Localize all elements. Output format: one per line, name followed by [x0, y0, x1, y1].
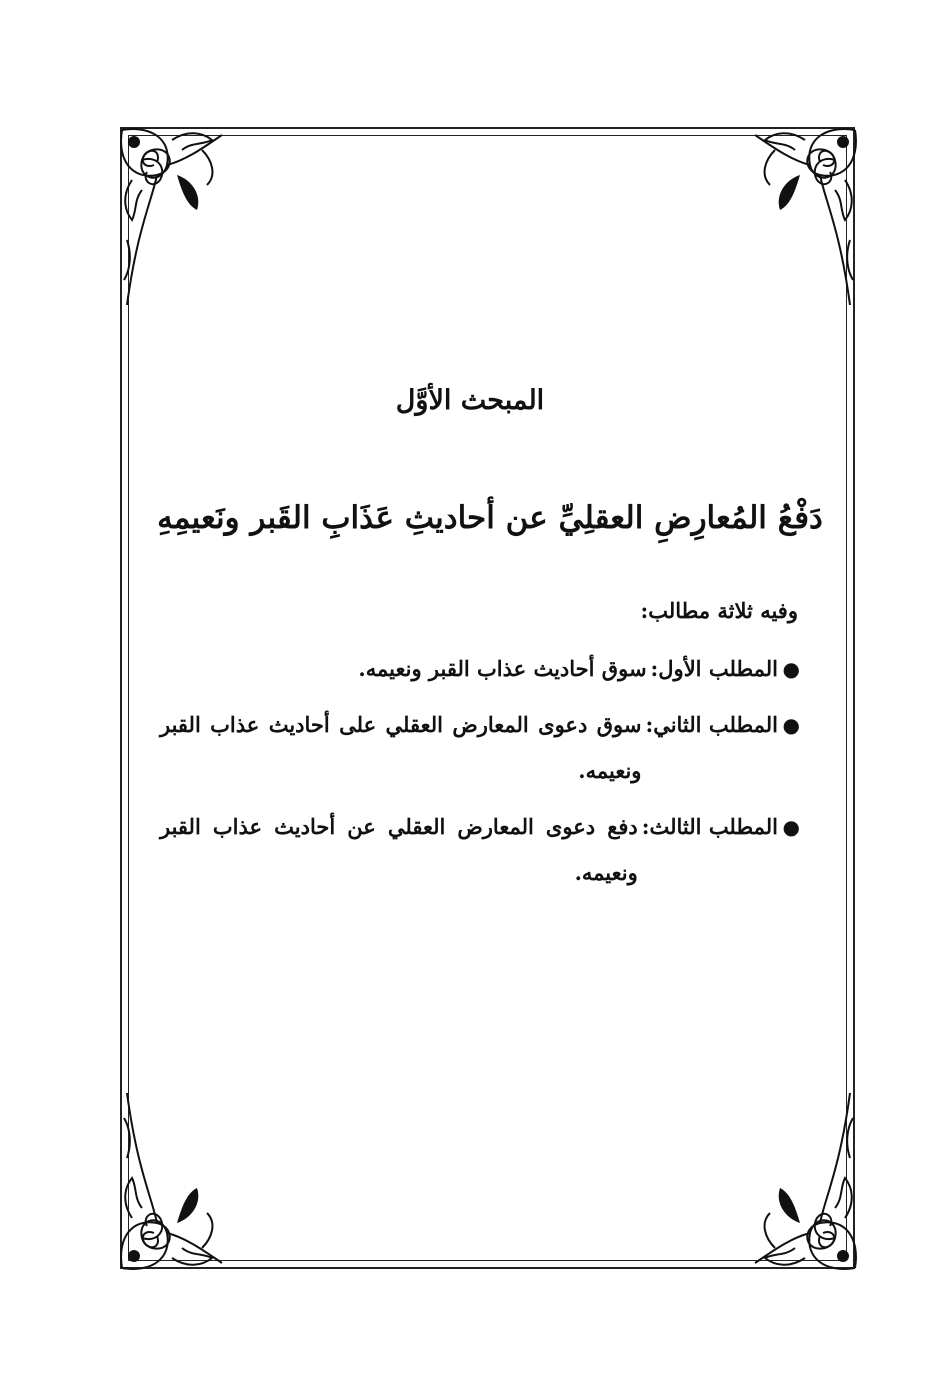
list-item	[160, 702, 800, 794]
floral-corner-ornament-icon	[745, 120, 865, 310]
bullet-icon: ●	[782, 713, 800, 737]
intro-text: وفيه ثلاثة مطالب:	[640, 598, 798, 623]
item-label: المطلب الأول:	[650, 656, 778, 681]
floral-corner-ornament-icon	[745, 1088, 865, 1278]
topics-list	[160, 646, 800, 906]
main-heading: دَفْعُ المُعارِضِ العقلِيِّ عن أحاديثِ عَذَابِ القَبر ونَعيمِهِ	[157, 500, 823, 536]
floral-corner-ornament-icon	[112, 1088, 232, 1278]
floral-corner-ornament-icon	[112, 120, 232, 310]
list-item	[160, 646, 800, 692]
item-text: سوق دعوى المعارض العقلي على أحاديث عذاب القبر ونعيمه.	[160, 712, 642, 783]
section-title: المبحث الأوَّل	[395, 385, 545, 416]
item-label: المطلب الثاني:	[645, 712, 778, 737]
bullet-icon: ●	[782, 657, 800, 681]
list-item	[160, 804, 800, 896]
item-text: دفع دعوى المعارض العقلي عن أحاديث عذاب القبر ونعيمه.	[160, 814, 638, 885]
item-text: سوق أحاديث عذاب القبر ونعيمه.	[358, 656, 647, 681]
item-label: المطلب الثالث:	[641, 814, 778, 839]
bullet-icon: ●	[782, 815, 800, 839]
